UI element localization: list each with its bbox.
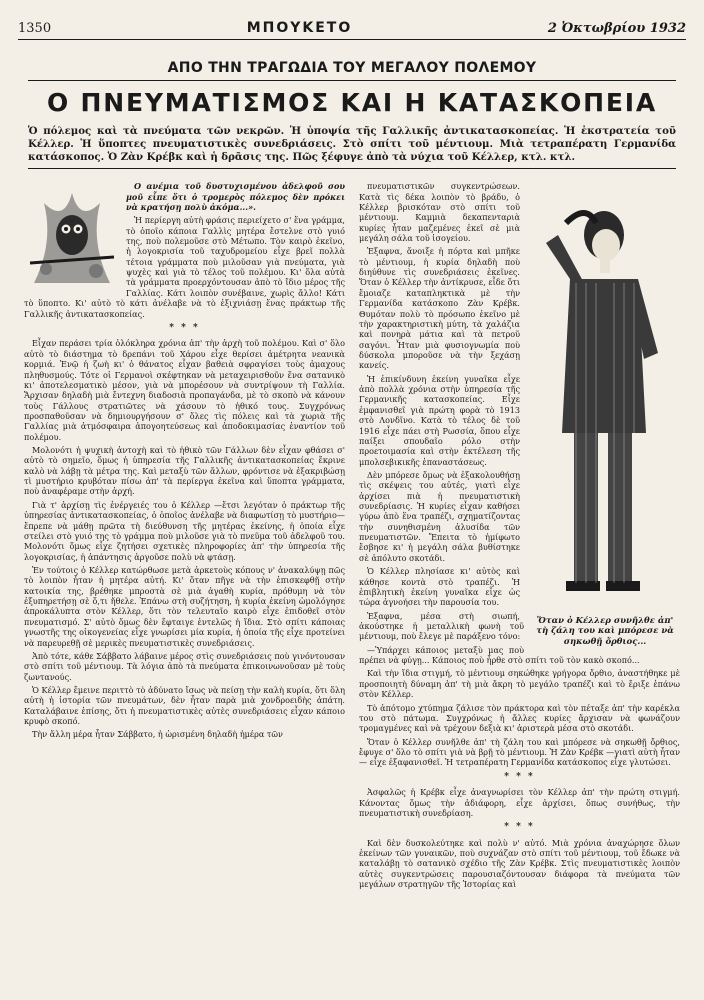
article-kicker: ΑΠΟ ΤΗΝ ΤΡΑΓΩΔΙΑ ΤΟΥ ΜΕΓΑΛΟΥ ΠΟΛΕΜΟΥ xyxy=(167,60,537,76)
magazine-title: ΜΠΟΥΚΕΤΟ xyxy=(246,20,353,36)
paragraph: Καὶ δὲν δυσκολεύτηκε καὶ πολὺ ν' αὐτό. Μιὰ χρόνια ἀναχώρησε ὅλων ἐκείνων τῶν γυναικῶν, ποὺ συχνάζαν στὸ σπίτι τοῦ μέντιουμ, τοῦ ἔδωκε νὰ καταλάβῃ τὸ σατανικὸ σχέδιο τῆς Ζὰν Κρέβκ. Στὶς πνευματιστικὲς λοιπὸν αὐτὲς συγκεντρώσεις παρουσιαζόντουσαν διάφορα τὰ πνεύματα τῶν μεγάλων στρατηγῶν τῆς Ἱστορίας καὶ xyxy=(359,837,680,890)
article-subhead: Ὁ πόλεμος καὶ τὰ πνεύματα τῶν νεκρῶν. Ἡ ὑποψία τῆς Γαλλικῆς ἀντικατασκοπείας. Ἡ ἐκστρατεία τοῦ Κέλλερ. Ἡ ὕποπτες πνευματιστικὲς συνεδριάσεις. Στὸ σπίτι τοῦ μέντιουμ. Μιὰ τετραπέρατη Γερμανίδα κατάσκοπος. Ὁ Ζὰν Κρέβκ καὶ ἡ δρᾶσις της. Πῶς ξέφυγε ἀπὸ τὰ νύχια τοῦ Κέλλερ, κτλ. κτλ. xyxy=(28,125,676,169)
paragraph: Ἀπὸ τότε, κάθε Σάββατο λάβαινε μέρος στὶς συνεδριάσεις ποὺ γινόντουσαν στὸ σπίτι τοῦ μέντιουμ. Τὰ λόγια ἀπὸ τὰ πνεύματα ἐπικοινωνοῦσαν μὲ τοὺς ζωντανούς. xyxy=(24,650,345,682)
issue-date: 2 Ὀκτωβρίου 1932 xyxy=(547,21,686,36)
owl-illustration xyxy=(24,183,120,293)
article-headline: Ο ΠΝΕΥΜΑΤΙΣΜΟΣ ΚΑΙ Η ΚΑΤΑΣΚΟΠΕΙΑ xyxy=(47,88,657,117)
column-left xyxy=(24,181,345,971)
man-illustration xyxy=(526,183,680,613)
paragraph: Ὅταν ὁ Κέλλερ συνῆλθε ἀπ' τὴ ζάλη του καὶ μπόρεσε νὰ σηκωθῇ ὄρθιος, ἔφυγε σ' ὅλο τὸ σπίτι γιὰ νὰ βρῇ τὸ μέντιουμ. Ἡ Ζὰν Κρέβκ —γιατὶ αὐτὴ ἦταν— εἶχε ἐξαφανισθεῖ. Ἡ τετραπέρατη Γερμανίδα κατάσκοπος εἶχε γλυτώσει. xyxy=(359,736,680,768)
paragraph: Ἡ περίεργη αὐτὴ φράσις περιείχετο σ' ἕνα γράμμα, τὸ ὁποῖο κάποια Γαλλὶς μητέρα ἔστελνε στὸ γυιό της, ποὺ πολεμοῦσε στὸ Μέτωπο. Τὸν καιρὸ ἐκεῖνο, ἡ λογοκρισία τοῦ ταχυδρομείου εἶχε βρεῖ πολλὰ τέτοια γράμματα ποὺ μιλοῦσαν γιὰ πνεύματα, γιὰ ψυχὲς καὶ γιὰ τὸ τέλος τοῦ πολέμου. Κι' ὅλα αὐτὰ τὰ γράμματα προερχόντουσαν ἀπὸ τὸ ἴδιο μέρος τῆς Γαλλίας. Κάτι λοιπὸν συνέβαινε, χωρὶς ἄλλο! Κάτι τὸ ὕποπτο. Κι' αὐτὸ τὸ κάτι ἀνέλαβε νὰ τὸ ἐξιχνιάσῃ ἕνας πράκτωρ τῆς Γαλλικῆς ἀντικατασκοπείας. xyxy=(24,215,345,319)
header-rule xyxy=(18,39,686,40)
paragraph: Ἐν τούτοις ὁ Κέλλερ κατώρθωσε μετὰ ἀρκετοὺς κόπους ν' ἀνακαλύψῃ πῶς τὸ λοιπὸν ἦταν ἡ μητέρα αὐτή. Κι' ὅταν πῆγε νὰ τὴν ἐπισκεφθῇ στὴν κατοικία της, βρέθηκε μπροστὰ σὲ μιὰ ἀγαθὴ κυρία, πρόθυμη νὰ τὸν ἐξυπηρετήσῃ σὲ ὅ,τι ἤθελε. Ἐπάνω στὴ συζήτηση, ἡ κυρία ἐκείνη ὡμολόγησε ἀπροκάλυπτα στὸν Κέλλερ, ὅτι τὸν τελευταῖο καιρὸ εἶχε ἐπιδοθεῖ στὸν πνευματισμό. Σ' αὐτὸ ὅμως δὲν ἔφταιγε ἐντελῶς ἡ ἴδια. Στὸ σπίτι κάποιας γνωστῆς της οἰκογενείας εἶχε γνωρίσει μία κυρία, ἡ ὁποία τῆς εἶχε προτείνει νὰ παρευρεθῇ σὲ μερικὲς πνευματιστικὲς συνεδριάσεις. xyxy=(24,564,345,648)
paragraph: Μολονότι ἡ ψυχικὴ ἀντοχὴ καὶ τὸ ἠθικὸ τῶν Γάλλων δὲν εἶχαν φθάσει σ' αὐτὸ τὸ σημεῖο, ὅμως ἡ ὑπηρεσία τῆς Γαλλικῆς ἀντικατασκοπείας ἔκρινε καλὸ νὰ λάβῃ τὰ μέτρα της. Καὶ μεταξὺ τῶν ἄλλων, φρόντισε νὰ ἐξακριβώσῃ τὶ μυστήριο κρυβόταν πίσω ἀπ' τὰ περίεργα ἐκεῖνα καὶ ὕποπτα γράμματα, ποὺ ἀναφέραμε στὴν ἀρχή. xyxy=(24,445,345,497)
section-divider: * * * xyxy=(504,822,535,833)
paragraph: Ἀσφαλῶς ἡ Κρέβκ εἶχε ἀναγνωρίσει τὸν Κέλλερ ἀπ' τὴν πρώτη στιγμή. Κάνοντας ὅμως τὴν ἀδιάφορη, εἶχε ἀρχίσει, ὅπως συνήθως, τὴν πνευματιστικὴ συνεδρίαση. xyxy=(359,787,680,818)
column-right xyxy=(359,181,680,971)
paragraph: Τὴν ἄλλη μέρα ἦταν Σάββατο, ἡ ὡρισμένη δηλαδὴ ἡμέρα τῶν xyxy=(32,729,283,740)
kicker-rule xyxy=(28,80,676,81)
paragraph: πνευματιστικῶν συγκεντρώσεων. Κατὰ τὶς δέκα λοιπὸν τὸ βράδυ, ὁ Κέλλερ βρισκόταν στὸ σπίτι τοῦ μέντιουμ. Καμμιὰ δεκαπενταριὰ κυρίες ἦταν μαζεμένες ἐκεῖ σὲ μιὰ μεγάλη σάλα τοῦ ἰσογείου. xyxy=(359,181,520,244)
illustration-caption: Ὅταν ὁ Κέλλερ συνῆλθε ἀπ' τὴ ζάλη του καὶ μπόρεσε νὰ σηκωθῇ ὄρθιος... xyxy=(536,616,674,647)
page-header xyxy=(18,0,686,36)
section-divider: * * * xyxy=(169,322,200,333)
page-number: 1350 xyxy=(18,21,52,36)
paragraph: Γιὰ τ' ἀρχίσῃ τὶς ἐνέργειές του ὁ Κέλλερ —ἔτσι λεγόταν ὁ πράκτωρ τῆς ὑπηρεσίας ἀντικατασκοπείας, ὁ ὁποῖος ἀνέλαβε νὰ διαφωτίσῃ τὸ μυστήριο— ἔπρεπε νὰ μάθῃ πρῶτα τὴ διεύθυνση τῆς μητέρας ἐκείνης, ἡ ὁποία εἶχε στείλει στὸ γυιό της τὸ γράμμα ποὺ μιλοῦσε γιὰ τὸ πνεῦμα τοῦ ἀδελφοῦ του. Μολονότι ὅμως εἶχε ζητήσει σχετικὲς πληροφορίες ἀπ' τὴν ὑπηρεσία τῆς λογοκρισίας, ἡ ἀπάντησις ἀργοῦσε πολὺ νὰ φτάσῃ. xyxy=(24,499,345,562)
paragraph: Ο ανέμια τοῦ δυστυχισμένου ἀδελφοῦ σου μοῦ εἶπε ὅτι ὁ τρομερὸς πόλεμος δὲν πρόκει νὰ κρατήσῃ πολὺ ἀκόμα...». xyxy=(126,181,345,212)
paragraph: Δὲν μπόρεσε ὅμως νὰ ἐξακολουθήσῃ τὶς σκέψεις του αὐτές, γιατὶ εἶχε ἀρχίσει πιὰ ἡ πνευματιστικὴ συνεδρίασις. Ἡ κυρίες εἶχαν καθήσει γύρω ἀπὸ ἕνα τραπέζι, σχηματίζοντας τὴν συνηθισμένη ἁλυσίδα τῶν πνευματιστῶν. Ἔπειτα τὸ ἡμίφωτο ἔσβησε κι' ἡ μεγάλη σάλα βυθίστηκε σὲ ἀπόλυτο σκοτάδι. xyxy=(359,469,520,563)
paragraph: Καὶ τὴν ἴδια στιγμή, τὸ μέντιουμ σηκώθηκε γρήγορα ὄρθιο, ἀναστήθηκε μὲ προσποιητὴ δύναμη ἀπ' τὴ μιὰ ἄκρη τὸ μεγάλο τραπέζι καὶ τὸ ἔριξε ἐπάνω στὸν Κέλλερ. xyxy=(359,668,680,700)
paragraph: Εἶχαν περάσει τρία ὁλόκληρα χρόνια ἀπ' τὴν ἀρχὴ τοῦ πολέμου. Καὶ σ' ὅλο αὐτὸ τὸ διάστημα τὸ δρεπάνι τοῦ Χάρου εἶχε θερίσει ἀμέτρητα νεανικὰ κορμιά. Ἐνῷ ἡ ζωὴ κι' ὁ θάνατος εἶχαν βαθειὰ σφραγίσει τοὺς ἀμαχους πληθυσμούς. Τότε οἱ Γερμανοὶ σκέφτηκαν νὰ μεταχειρισθοῦν ἕνα σατανικὸ κι' ἀποτελεσματικὸ μέσον, γιὰ νὰ μπορέσουν νὰ συντρίψουν τὴ Γαλλία. Ἄρχισαν δηλαδὴ μιὰ ἔντεχνη διαδοσιὰ προπαγάνδα, μὲ τὸ σκοπὸ νὰ κάνουν τοὺς Γάλλους στρατιῶτες νὰ χάσουν τὸ ἠθικό τους. Συγχρόνως προσπαθοῦσαν νὰ δημιουργήσουν σ' ὅλες τὶς πόλεις καὶ τὰ χωριὰ τῆς Γαλλίας μιὰ ἀτμόσφαιρα ἀπογοητεύσεως καὶ ἀποδοκιμασίας ἐναντίον τοῦ πολέμου. xyxy=(24,338,345,442)
paragraph: Ὁ Κέλλερ ἔμεινε περιττὸ τὸ ἀδύνατο ἴσως νὰ πείσῃ τὴν καλὴ κυρία, ὅτι ὅλη αὐτὴ ἡ ἱστορία τῶν πνευμάτων, δὲν ἦταν παρὰ μιὰ χονδροειδὴς ἀπάτη. Καταλάβαινε ἐπίσης, ὅτι ἡ πνευματιστικὲς αὐτὲς συνεδριάσεις εἶχαν κάποιο κρυφὸ σκοπό. xyxy=(24,684,345,727)
paragraph: Ἐξαφνα, μέσα στὴ σιωπή, ἀκούστηκε ἡ μεταλλικὴ φωνὴ τοῦ μέντιουμ, ποὺ ἔλεγε μὲ παράξενο τόνο: xyxy=(359,610,524,642)
section-divider: * * * xyxy=(504,771,535,782)
paragraph: Ὁ Κέλλερ πλησίασε κι' αὐτὸς καὶ κάθησε κοντὰ στὸ τραπέζι. Ἡ ἐπιβλητικὴ ἐκείνη γυναῖκα εἶχε ὡς τώρα ἀγνοήσει τὴν παρουσία του. xyxy=(359,566,520,608)
article-body xyxy=(24,181,680,971)
paragraph: Τὸ ἀπότομο χτύπημα ζάλισε τὸν πράκτορα καὶ τὸν πέταξε ἀπ' τὴν καρέκλα του στὸ πάτωμα. Συγχρόνως ἡ ἄλλες κυρίες ἄρχισαν νὰ φωνάζουν τρομαγμένες καὶ νὰ τρέχουν δεξιὰ κι' ἀριστερὰ μέσα στὸ σκοτάδι. xyxy=(359,702,680,734)
paragraph: —Ὑπάρχει κάποιος μεταξὺ μας ποὺ πρέπει νὰ φύγῃ... Κάποιος ποὺ ἦρθε στὸ σπίτι τοῦ τὸν κακὸ σκοπό... xyxy=(359,644,640,666)
paragraph: Ἡ ἐπικίνδυνη ἐκείνη γυναῖκα εἶχε ἀπὸ πολλὰ χρόνια στὴν ὑπηρεσία τῆς Γερμανικῆς κατασκοπείας. Εἶχε ἐμφανισθεῖ γιὰ πρώτη φορὰ τὸ 1913 στὸ Λονδῖνο. Κατὰ τὸ τέλος δὲ τοῦ 1916 εἶχε πάει στὴ Ρωσσία, ὅπου εἶχε παίξει σπουδαῖο ρόλο στὴν προετοιμασία καὶ στὴν ἐκτέλεση τῆς μπολσεβικικῆς ἐπαναστάσεως. xyxy=(359,373,520,467)
paragraph: Ἐξαφνα, ἄνοιξε ἡ πόρτα καὶ μπῆκε τὸ μέντιουμ, ἡ κυρία δηλαδὴ ποὺ διηύθυνε τὶς συνεδριάσεις ἐκεῖνες. Ὅταν ὁ Κέλλερ τὴν ἀντίκρυσε, εἶδε ὅτι ἔμοιαζε καταπληκτικὰ μὲ τὴν Γερμανίδα κατάσκοπο Ζὰν Κρέβκ. Θυμόταν πολὺ τὸ πρόσωπο ἐκεῖνο μὲ τὴν χαρακτηριστικὴ μύτη, τὰ χαλάζια καὶ πονηρὰ μάτια καὶ τὰ πετροῦ σαγόνι. Ἦταν μιὰ φυσιογνωμία ποὺ δύσκολα μποροῦσε νὰ τὴν ξεχάσῃ κανείς. xyxy=(359,246,520,371)
